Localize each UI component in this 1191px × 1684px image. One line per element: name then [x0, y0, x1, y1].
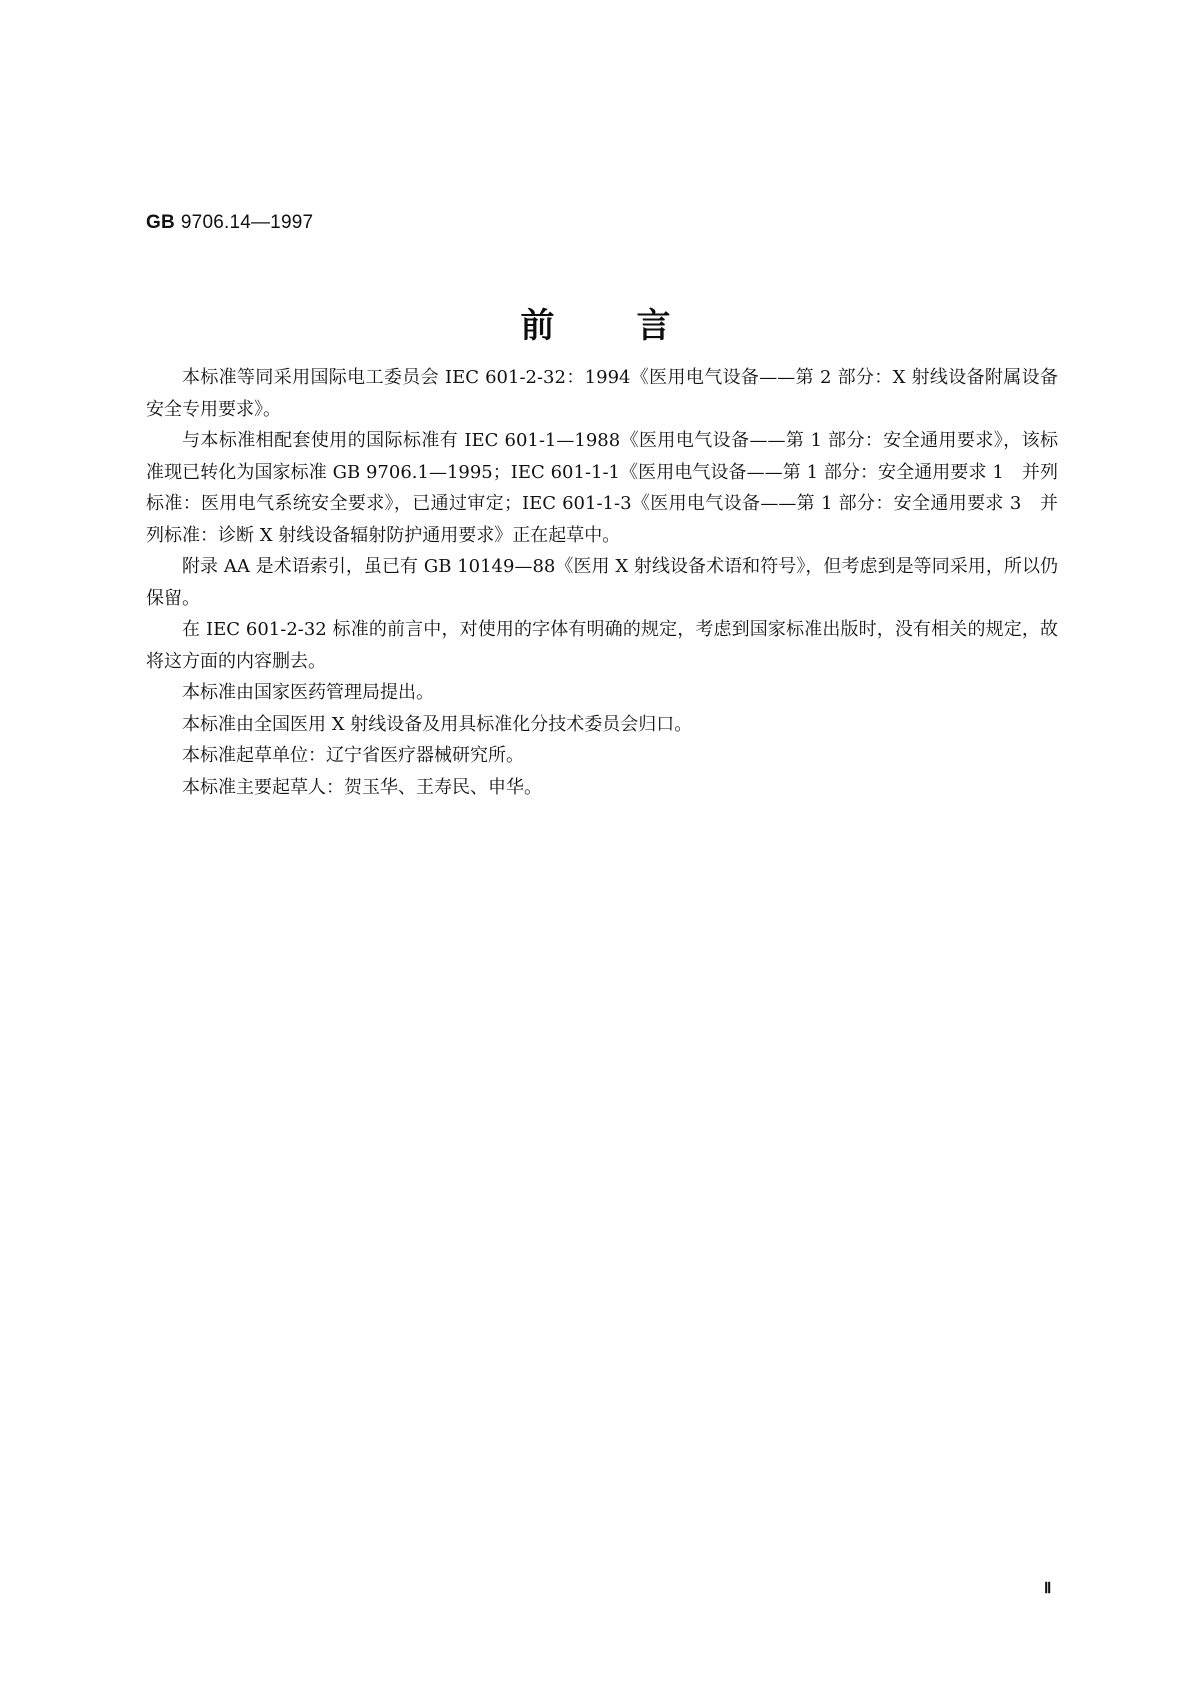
- standard-number: 9706.14—1997: [180, 212, 314, 233]
- paragraph: 本标准由全国医用 X 射线设备及用具标准化分技术委员会归口。: [182, 713, 693, 735]
- standard-prefix: GB: [146, 212, 175, 233]
- paragraph: 与本标准相配套使用的国际标准有 IEC 601-1—1988《医用电气设备——第 1 部分：安全通用要求》，该标准现已转化为国家标准 GB 9706.1—1995；IEC 601-1-1《医用电气设备——第 1 部分：安全通用要求 1 并列标准：医用电气系统安全要求》，已通过审定；IEC 601-1-3《医用电气设备——第 1 部分：安全通用要求 3 并列标准：诊断 X 射线设备辐射防护通用要求》正在起草中。: [146, 430, 1058, 546]
- page-title: 前言: [520, 306, 753, 346]
- document-code: [146, 212, 313, 234]
- page-number: Ⅱ: [1044, 1581, 1052, 1597]
- paragraph: 本标准主要起草人：贺玉华、王寿民、申华。: [182, 776, 542, 798]
- foreword-body: [146, 362, 1058, 803]
- paragraph: 本标准起草单位：辽宁省医疗器械研究所。: [182, 745, 524, 766]
- paragraph: 附录 AA 是术语索引，虽已有 GB 10149—88《医用 X 射线设备术语和符号》，但考虑到是等同采用，所以仍保留。: [146, 556, 1058, 609]
- paragraph: 在 IEC 601-2-32 标准的前言中，对使用的字体有明确的规定，考虑到国家标准出版时，没有相关的规定，故将这方面的内容删去。: [146, 619, 1058, 672]
- paragraph: 本标准等同采用国际电工委员会 IEC 601-2-32：1994《医用电气设备——第 2 部分：X 射线设备附属设备安全专用要求》。: [146, 367, 1058, 420]
- paragraph: 本标准由国家医药管理局提出。: [182, 682, 434, 703]
